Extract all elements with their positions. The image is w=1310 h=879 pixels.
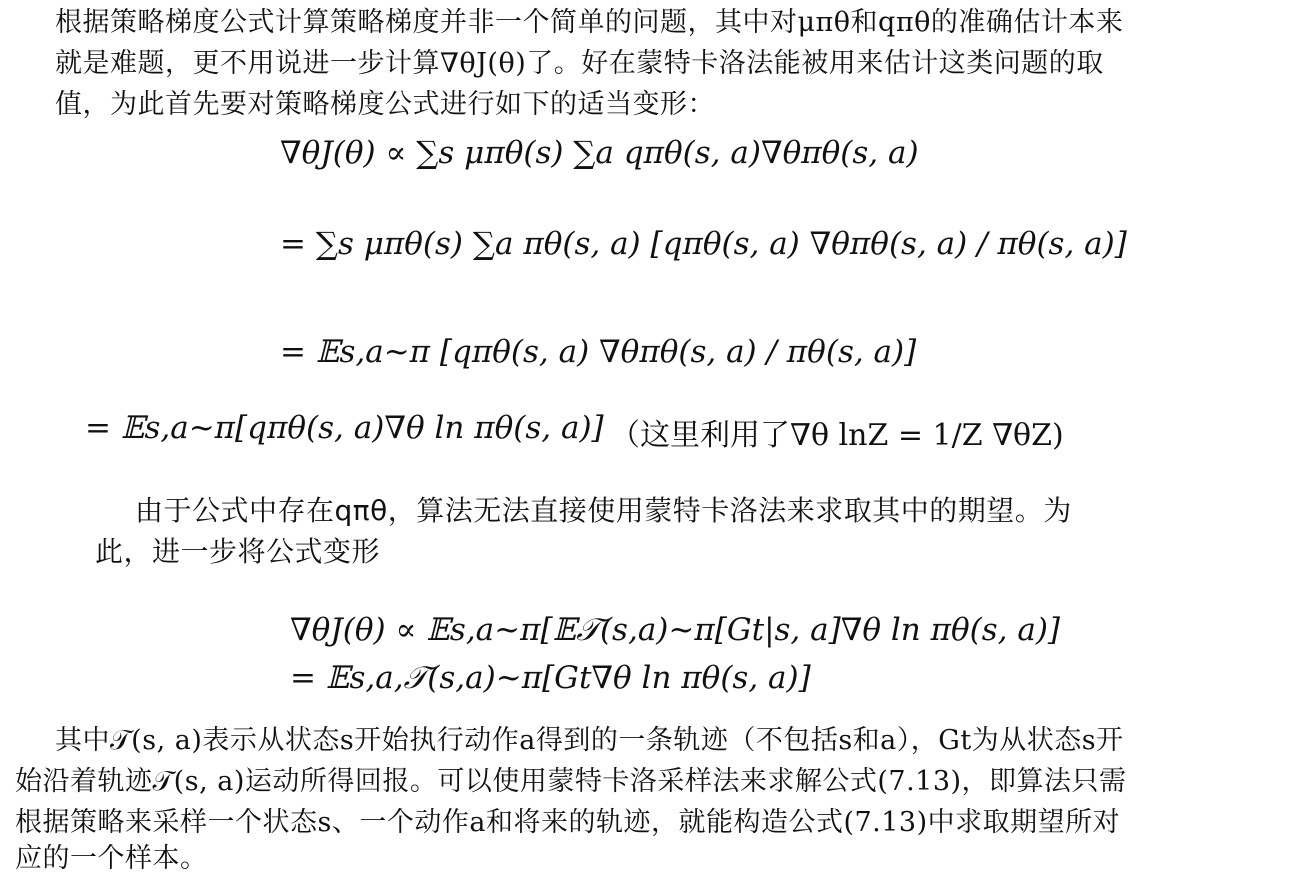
p3-line3-text: 根据策略来采样一个状态s、一个动作a和将来的轨迹，就能构造公式(7.13)中求取期望所对 bbox=[15, 807, 1121, 838]
p2-line1-text: 由于公式中存在qπθ，算法无法直接使用蒙特卡洛法来求取其中的期望。为 bbox=[135, 494, 1072, 527]
equation-1-row-3 bbox=[280, 334, 916, 370]
equation-1-row-1 bbox=[280, 135, 919, 171]
equation-2-row-1 bbox=[290, 612, 1060, 649]
eq2-row2: = 𝔼s,a,𝒯(s,a)~π[Gt∇θ ln πθ(s, a)] bbox=[290, 660, 811, 696]
p3-line1-text: 其中𝒯(s, a)表示从状态s开始执行动作a得到的一条轨迹（不包括s和a），Gt为从状态s开 bbox=[55, 725, 1124, 756]
paragraph-3-line-3 bbox=[15, 802, 1120, 843]
p1-line3-text: 值，为此首先要对策略梯度公式进行如下的适当变形： bbox=[55, 89, 715, 120]
paragraph-1-line-3 bbox=[55, 84, 715, 125]
equation-1-row-2 bbox=[280, 226, 1127, 262]
p3-line4-text: 应的一个样本。 bbox=[15, 843, 208, 874]
equation-1-note bbox=[610, 410, 1064, 454]
eq2-row1: ∇θJ(θ) ∝ 𝔼s,a~π[𝔼𝒯(s,a)~π[Gt|s, a]∇θ ln πθ(s, a)] bbox=[290, 612, 1061, 648]
paragraph-2-line-2 bbox=[95, 531, 380, 572]
p3-line2-text: 始沿着轨迹𝒯(s, a)运动所得回报。可以使用蒙特卡洛采样法来求解公式(7.13)，即算法只需 bbox=[15, 766, 1127, 797]
eq1-row3: = 𝔼s,a~π [qπθ(s, a) ∇θπθ(s, a) / πθ(s, a)] bbox=[280, 334, 917, 370]
paragraph-3-line-1 bbox=[55, 720, 1124, 761]
eq1-row1: ∇θJ(θ) ∝ ∑s μπθ(s) ∑a qπθ(s, a)∇θπθ(s, a) bbox=[280, 135, 919, 171]
eq1-note: （这里利用了∇θ lnZ = 1/Z ∇θZ) bbox=[610, 418, 1064, 453]
p1-line1-text: 根据策略梯度公式计算策略梯度并非一个简单的问题，其中对μπθ和qπθ的准确估计本来 bbox=[55, 7, 1124, 38]
equation-2-row-2 bbox=[290, 660, 811, 697]
p1-line2-text: 就是难题，更不用说进一步计算∇θJ(θ)了。好在蒙特卡洛法能被用来估计这类问题的取 bbox=[55, 48, 1104, 79]
eq1-row2: = ∑s μπθ(s) ∑a πθ(s, a) [qπθ(s, a) ∇θπθ(s, a) / πθ(s, a)] bbox=[280, 226, 1127, 262]
paragraph-1-line-2 bbox=[55, 43, 1104, 84]
equation-1-row-4 bbox=[85, 410, 604, 446]
p2-line2-text: 此，进一步将公式变形 bbox=[95, 535, 381, 568]
paragraph-2-line-1 bbox=[135, 490, 1072, 531]
eq1-row4: = 𝔼s,a~π[qπθ(s, a)∇θ ln πθ(s, a)] bbox=[85, 410, 604, 446]
paragraph-3-line-4 bbox=[15, 838, 208, 879]
paragraph-3-line-2 bbox=[15, 761, 1127, 802]
paragraph-1-line-1 bbox=[55, 2, 1123, 43]
